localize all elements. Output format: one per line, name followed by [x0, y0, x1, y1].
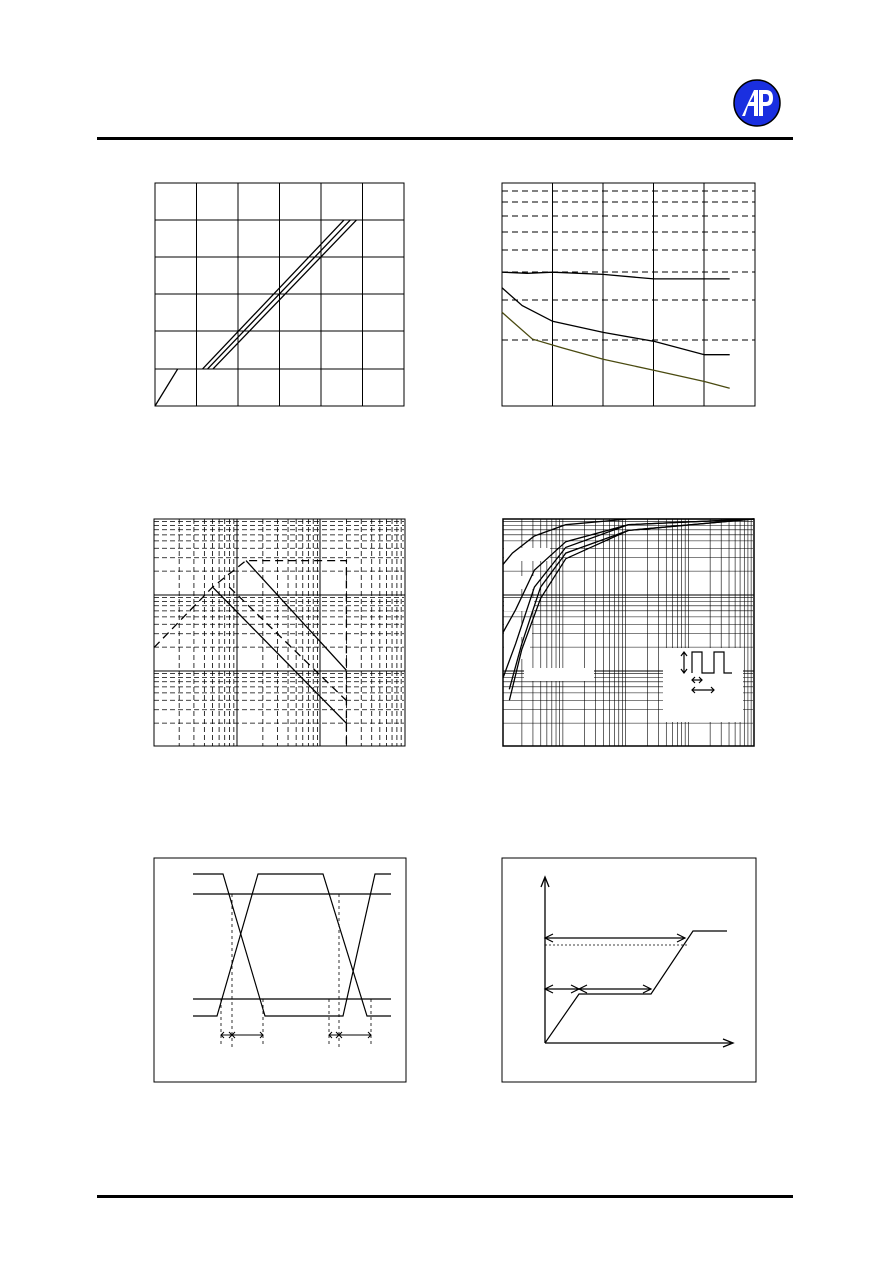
diagram-switching-waveform — [153, 857, 407, 1083]
chart-fig1 — [154, 182, 406, 408]
waveform-frame — [154, 858, 406, 1082]
fig2-series-1 — [502, 288, 730, 355]
fig1-series-0 — [155, 369, 178, 406]
fig2-series-0 — [502, 272, 730, 279]
waveform-timing-arrows — [221, 1032, 371, 1038]
waveform-guides — [221, 894, 371, 1047]
fig2-series-group — [502, 272, 730, 388]
chart-fig3 — [153, 518, 407, 747]
gate-charge-arrows — [545, 934, 685, 993]
company-logo-icon — [732, 78, 782, 128]
footer-rule — [97, 1195, 793, 1198]
gate-charge-frame — [502, 858, 756, 1082]
gate-charge-axes — [541, 877, 733, 1047]
diagram-gate-charge — [501, 857, 757, 1083]
chart-fig4 — [502, 518, 756, 747]
header-rule — [97, 137, 793, 140]
fig3-frame — [154, 519, 405, 746]
fig3-grid-minor — [154, 519, 404, 746]
fig3-grid-major — [154, 519, 405, 746]
gate-charge-curve — [545, 931, 727, 1043]
fig2-series-2 — [502, 312, 730, 388]
chart-fig2 — [501, 182, 757, 408]
fig4-inset-box — [663, 648, 743, 722]
fig3-series-0 — [154, 561, 346, 746]
fig3-series-1 — [213, 587, 347, 723]
waveform-traces — [193, 874, 391, 1016]
fig3-series-group — [154, 561, 346, 746]
fig1-series-group — [155, 220, 356, 406]
fig2-grid-h — [502, 191, 755, 340]
